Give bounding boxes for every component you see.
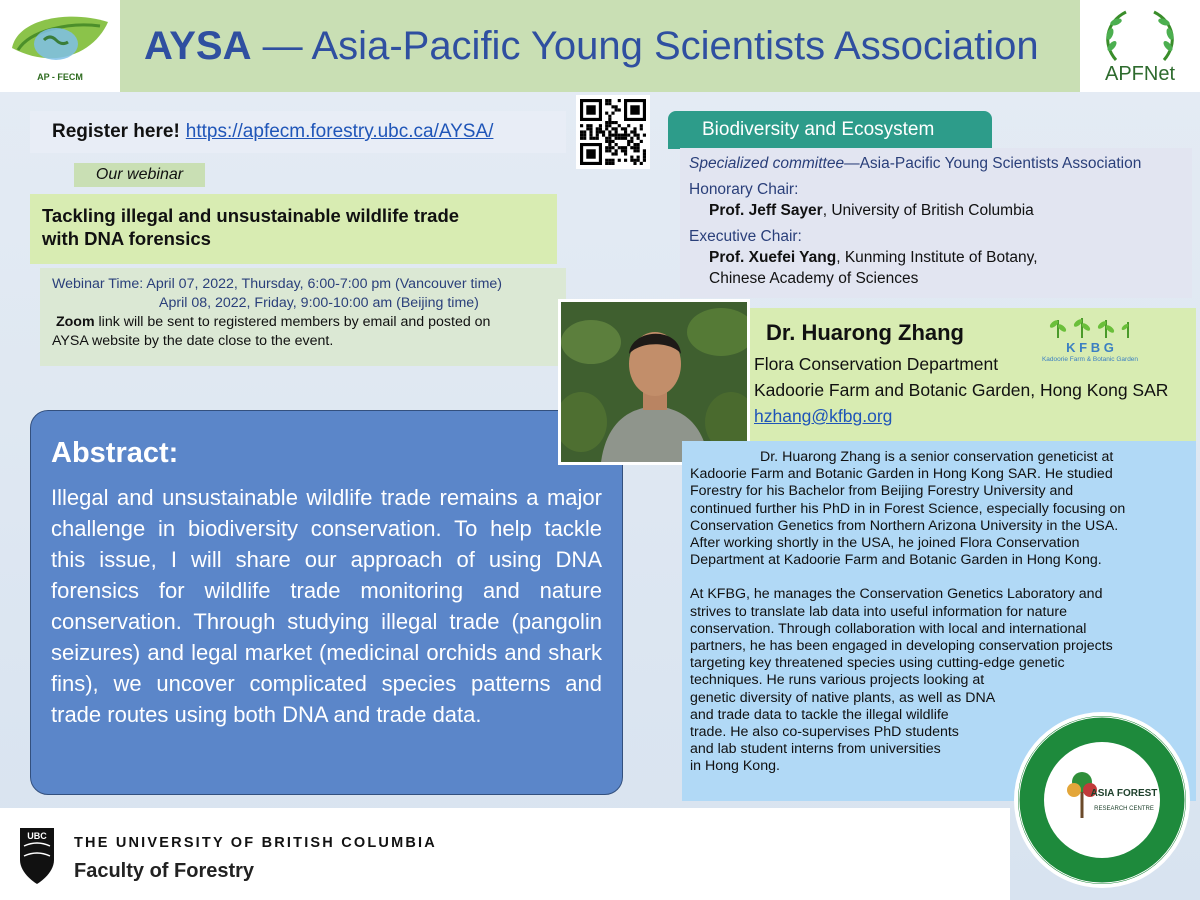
ap-fecm-logo xyxy=(0,0,120,92)
zoom-word: Zoom xyxy=(55,314,95,330)
speaker-name: Dr. Huarong Zhang xyxy=(766,320,964,345)
ubc-university-name: THE UNIVERSITY OF BRITISH COLUMBIA xyxy=(74,835,437,851)
committee-box xyxy=(680,148,1192,298)
kfbg-subtitle: Kadoorie Farm & Botanic Garden xyxy=(1041,356,1139,363)
talk-title-line1: Tackling illegal and unsustainable wildlife trade xyxy=(42,205,460,226)
kfbg-letters: K F B G xyxy=(1066,340,1114,355)
executive-chair-affiliation-2: Chinese Academy of Sciences xyxy=(709,270,919,287)
zoom-note xyxy=(52,313,566,332)
bio-paragraph-1: Dr. Huarong Zhang is a senior conservation geneticist at Kadoorie Farm and Botanic Garden in Hong Kong SAR. He studied Forestry for his Bachelor from Beijing Forestry University and continued further his PhD in in Forest Science, especially focusing on Conservation Genetics from Northern Arizona University in the USA. After working shortly in the USA, he joined Flora Conservation Department at Kadoorie Farm and Botanic Garden in Hong Kong. xyxy=(690,449,1126,569)
title-separator: — xyxy=(251,23,312,68)
ubc-faculty-name: Faculty of Forestry xyxy=(74,860,255,882)
title-short: AYSA xyxy=(144,23,252,68)
kfbg-logo xyxy=(1030,314,1148,364)
abstract-heading: Abstract: xyxy=(51,437,179,469)
committee-tab: Biodiversity and Ecosystem xyxy=(668,111,992,149)
zoom-note-rest: link will be sent to registered members by email and posted on xyxy=(94,314,491,330)
speaker-institution: Kadoorie Farm and Botanic Garden, Hong Kong SAR xyxy=(754,380,1169,400)
honorary-chair-affiliation: , University of British Columbia xyxy=(822,202,1034,219)
seal-line1: ASIA FOREST xyxy=(1090,788,1158,799)
abstract-box xyxy=(30,410,623,795)
talk-title xyxy=(30,194,557,264)
abstract-body: Illegal and unsustainable wildlife trade remains a major challenge in biodiversity conservation. To help tackle this issue, I will share our approach of using DNA forensics for wildlife trade monitoring and nature conservation. Through studying illegal trade (pangolin seizures) and legal market (medicinal orchids and shark fins), we uncover complicated species patterns and trade routes using both DNA and trade data. xyxy=(51,485,602,727)
speaker-portrait-image xyxy=(561,302,747,462)
specialized-rest: —Asia-Pacific Young Scientists Association xyxy=(844,155,1142,172)
laurel-wreath-icon xyxy=(1080,0,1200,92)
our-webinar-label: Our webinar xyxy=(74,163,205,187)
executive-chair-label: Executive Chair: xyxy=(689,228,802,245)
executive-chair-affiliation: , Kunming Institute of Botany, xyxy=(836,249,1038,266)
footer xyxy=(0,808,1010,900)
header xyxy=(0,0,1200,92)
specialized-committee-line xyxy=(689,153,1192,174)
ubc-shield-text: UBC xyxy=(27,831,47,841)
time-beijing: April 08, 2022, Friday, 9:00-10:00 am (Beijing time) xyxy=(159,295,479,311)
speaker-department: Flora Conservation Department xyxy=(754,354,999,374)
title-full: Asia-Pacific Young Scientists Association xyxy=(311,23,1039,68)
apfnet-label: APFNet xyxy=(1104,63,1176,85)
executive-chair xyxy=(689,247,1192,268)
title-band xyxy=(120,0,1080,92)
apfnet-logo xyxy=(1080,0,1200,92)
qr-code-icon xyxy=(580,99,646,165)
ubc-shield-icon xyxy=(18,826,56,886)
webinar-time-box xyxy=(40,268,566,366)
talk-title-line2: with DNA forensics xyxy=(42,228,211,249)
qr-code[interactable] xyxy=(576,95,650,169)
leaf-globe-icon xyxy=(0,0,120,92)
speaker-email[interactable]: hzhang@kfbg.org xyxy=(754,406,893,426)
zoom-note-line2: AYSA website by the date close to the event. xyxy=(52,333,334,349)
honorary-chair-name: Prof. Jeff Sayer xyxy=(709,202,823,219)
register-label: Register here! xyxy=(52,121,180,142)
honorary-chair-label: Honorary Chair: xyxy=(689,181,799,198)
asia-forest-seal-icon xyxy=(1012,710,1192,890)
register-box xyxy=(30,111,566,153)
time-vancouver: Webinar Time: April 07, 2022, Thursday, 6:00-7:00 pm (Vancouver time) xyxy=(52,276,503,292)
ap-fecm-label: AP - FECM xyxy=(37,72,83,82)
asia-forest-research-centre-logo xyxy=(1012,710,1192,890)
honorary-chair xyxy=(689,200,1192,221)
specialized-italic: Specialized committee xyxy=(689,155,845,172)
register-link[interactable]: https://apfecm.forestry.ubc.ca/AYSA/ xyxy=(185,121,494,142)
executive-chair-name: Prof. Xuefei Yang xyxy=(709,249,837,266)
seal-line2: RESEARCH CENTRE xyxy=(1094,806,1154,812)
kfbg-plants-icon xyxy=(1030,314,1148,364)
bio-paragraph-2: At KFBG, he manages the Conservation Genetics Laboratory and strives to translate lab data into useful information for nature conservation. Through collaboration with local and international partners, he has been engaged in developing conservation projects targeting key threatened species using cutting-edge genetic techniques. He runs various projects looking at genetic diversity of native plants, as well as DNA and trade data to tackle the illegal wildlife trade. He also co-supervises PhD students and lab student interns from universities in Hong Kong. xyxy=(690,586,1113,775)
page-title xyxy=(144,24,1039,69)
